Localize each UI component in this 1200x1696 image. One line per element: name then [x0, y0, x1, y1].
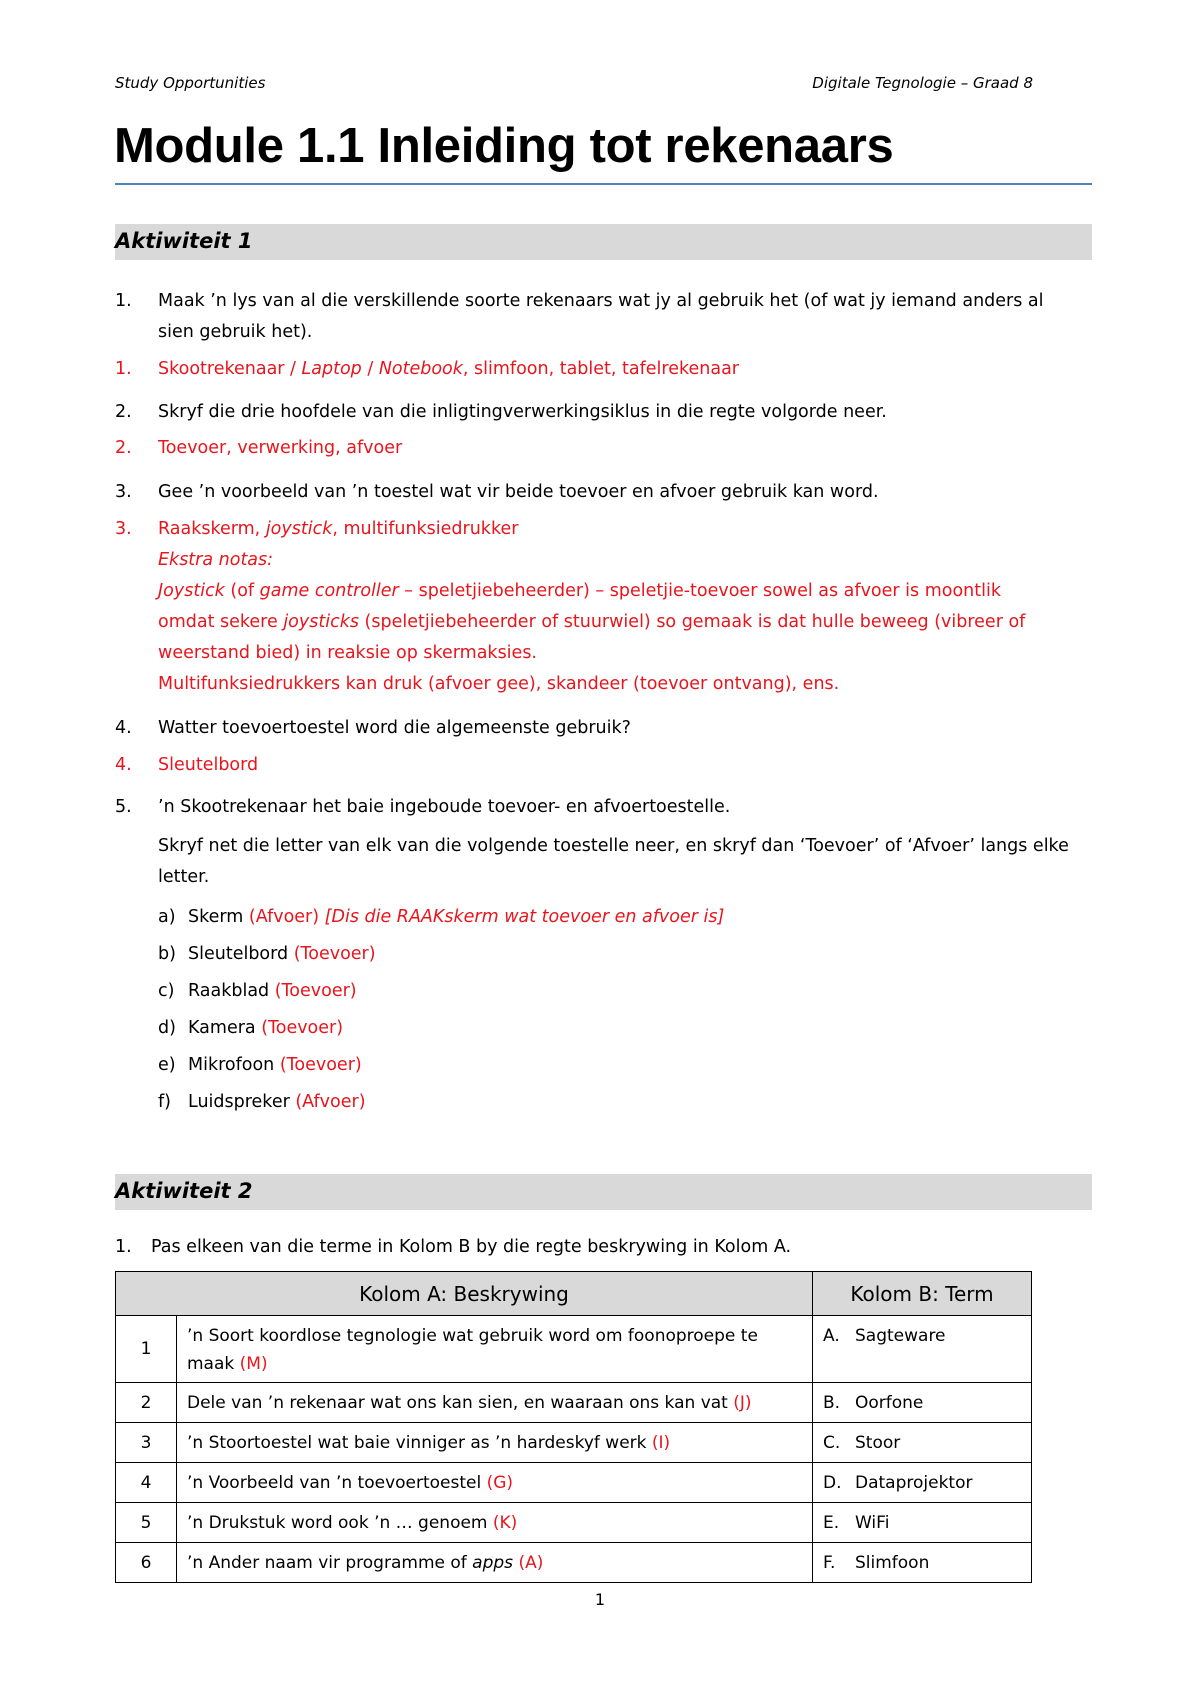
device-item: Raakblad (Toevoer): [188, 981, 357, 1001]
title-underline: [115, 183, 1092, 185]
a4-answer: Sleutelbord: [158, 755, 259, 775]
row-number: 3: [116, 1423, 177, 1463]
q1-text-line2: sien gebruik het).: [158, 322, 313, 342]
a2-q1-number: 1.: [115, 1237, 132, 1257]
device-item: Luidspreker (Afvoer): [188, 1092, 366, 1112]
row-number: 2: [116, 1383, 177, 1423]
table-row: [116, 1383, 1032, 1423]
table-row: [116, 1463, 1032, 1503]
q4-text: Watter toevoertoestel word die algemeenste gebruik?: [158, 718, 631, 738]
table-row: [116, 1503, 1032, 1543]
a1-number: 1.: [115, 359, 132, 379]
row-term: A. Sagteware: [813, 1316, 1032, 1383]
a4-number: 4.: [115, 755, 132, 775]
row-description: Dele van ’n rekenaar wat ons kan sien, en waaraan ons kan vat (J): [177, 1383, 813, 1423]
q3-text: Gee ’n voorbeeld van ’n toestel wat vir beide toevoer en afvoer gebruik kan word.: [158, 482, 879, 502]
device-letter: f): [158, 1092, 171, 1112]
a2-number: 2.: [115, 438, 132, 458]
q2-number: 2.: [115, 402, 132, 422]
col-b-header: Kolom B: Term: [813, 1272, 1032, 1316]
header-right: Digitale Tegnologie – Graad 8: [812, 74, 1033, 92]
a2-answer: Toevoer, verwerking, afvoer: [158, 438, 403, 458]
row-term: E. WiFi: [813, 1503, 1032, 1543]
a1-answer: Skootrekenaar / Laptop / Notebook, slimfoon, tablet, tafelrekenaar: [158, 359, 739, 379]
device-letter: d): [158, 1018, 176, 1038]
a3-note-line2: omdat sekere joysticks (speletjiebeheerder of stuurwiel) so gemaak is dat hulle beweeg (vibreer of: [158, 612, 1026, 632]
a3-answer: Raakskerm, joystick, multifunksiedrukker: [158, 519, 519, 539]
device-item: Kamera (Toevoer): [188, 1018, 344, 1038]
table-row: [116, 1543, 1032, 1583]
q5-number: 5.: [115, 797, 132, 817]
row-term: C. Stoor: [813, 1423, 1032, 1463]
device-item: Sleutelbord (Toevoer): [188, 944, 376, 964]
q5-text-line3: letter.: [158, 867, 210, 887]
row-description: ’n Soort koordlose tegnologie wat gebruik word om foonoproepe te maak (M): [177, 1316, 813, 1383]
row-description: ’n Ander naam vir programme of apps (A): [177, 1543, 813, 1583]
a3-number: 3.: [115, 519, 132, 539]
row-description: ’n Stoortoestel wat baie vinniger as ’n hardeskyf werk (I): [177, 1423, 813, 1463]
a3-note-line4: Multifunksiedrukkers kan druk (afvoer gee), skandeer (toevoer ontvang), ens.: [158, 674, 840, 694]
activity-2-heading-bar: [115, 1174, 1092, 1210]
table-row: [116, 1423, 1032, 1463]
q1-number: 1.: [115, 291, 132, 311]
q4-number: 4.: [115, 718, 132, 738]
device-letter: c): [158, 981, 175, 1001]
a3-note-line3: weerstand bied) in reaksie op skermaksies.: [158, 643, 537, 663]
row-number: 4: [116, 1463, 177, 1503]
activity-2-heading: Aktiwiteit 2: [115, 1179, 253, 1203]
q3-number: 3.: [115, 482, 132, 502]
device-letter: a): [158, 907, 176, 927]
row-number: 6: [116, 1543, 177, 1583]
q2-text: Skryf die drie hoofdele van die inligtingverwerkingsiklus in die regte volgorde neer.: [158, 402, 887, 422]
col-a-header: Kolom A: Beskrywing: [116, 1272, 813, 1316]
row-term: D. Dataprojektor: [813, 1463, 1032, 1503]
table-row: [116, 1316, 1032, 1383]
matching-table: [115, 1271, 1032, 1583]
row-term: F. Slimfoon: [813, 1543, 1032, 1583]
header-left: Study Opportunities: [115, 74, 266, 92]
a3-extra-label: Ekstra notas:: [158, 550, 274, 570]
page-title: Module 1.1 Inleiding tot rekenaars: [114, 119, 894, 173]
row-number: 5: [116, 1503, 177, 1543]
row-term: B. Oorfone: [813, 1383, 1032, 1423]
a3-note-line1: Joystick (of game controller – speletjiebeheerder) – speletjie-toevoer sowel as afvoer is moontlik: [158, 581, 1001, 601]
table-header-row: [116, 1272, 1032, 1316]
q5-text-line1: ’n Skootrekenaar het baie ingeboude toevoer- en afvoertoestelle.: [158, 797, 731, 817]
device-item: Mikrofoon (Toevoer): [188, 1055, 362, 1075]
device-letter: b): [158, 944, 176, 964]
q5-text-line2: Skryf net die letter van elk van die volgende toestelle neer, en skryf dan ‘Toevoer’ of ‘Afvoer’ langs elke: [158, 836, 1069, 856]
page-number: 1: [594, 1590, 606, 1609]
a2-q1-text: Pas elkeen van die terme in Kolom B by die regte beskrywing in Kolom A.: [151, 1237, 792, 1257]
device-letter: e): [158, 1055, 176, 1075]
activity-1-heading: Aktiwiteit 1: [115, 229, 253, 253]
row-number: 1: [116, 1316, 177, 1383]
activity-1-heading-bar: [115, 224, 1092, 260]
row-description: ’n Drukstuk word ook ’n … genoem (K): [177, 1503, 813, 1543]
q1-text-line1: Maak ’n lys van al die verskillende soorte rekenaars wat jy al gebruik het (of wat jy iemand anders al: [158, 291, 1044, 311]
row-description: ’n Voorbeeld van ’n toevoertoestel (G): [177, 1463, 813, 1503]
device-item: Skerm (Afvoer) [Dis die RAAKskerm wat toevoer en afvoer is]: [188, 907, 725, 927]
